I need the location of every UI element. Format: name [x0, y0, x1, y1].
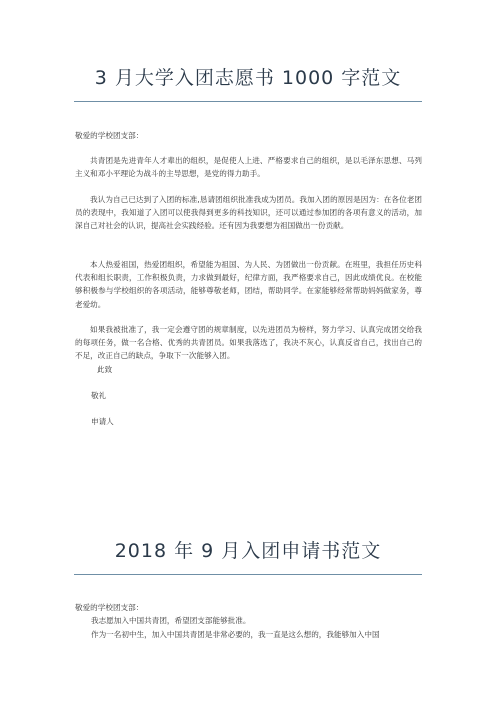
doc2-line-1: 我志愿加入中国共青团，希望团支部能够批准。	[91, 616, 251, 625]
doc1-paragraph-4: 如果我被批准了，我一定会遵守团的规章制度，以先进团员为榜样，努力学习、认真完成团交给我的每项任务，做一名合格、优秀的共青团员。如果我落选了，我决不灰心，认真反省自己，找出自己的不足，改正自己的缺点，争取下一次能够入团。	[75, 325, 422, 361]
doc1-signature: 申请人	[91, 417, 114, 426]
doc2-title: 2018 年 9 月入团申请书范文	[114, 540, 382, 562]
doc1-title-rule	[74, 101, 422, 102]
doc1-title: 3 月大学入团志愿书 1000 字范文	[94, 67, 402, 89]
doc1-paragraph-1: 共青团是先进青年人才辈出的组织，是促使人上进、严格要求自己的组织，是以毛泽东思想、马列主义和邓小平理论为战斗的主导思想，是党的得力助手。	[75, 156, 422, 179]
doc2-line-2: 作为一名初中生，加入中国共青团是非常必要的，我一直是这么想的，我能够加入中国	[91, 630, 380, 639]
doc1-regards: 敬礼	[91, 391, 107, 400]
doc1-paragraph-2: 我认为自己已达到了入团的标准,恳请团组织批准我成为团员。我加入团的原因是因为：在各位老团员的表现中，我知道了入团可以使我得到更多的科技知识，还可以通过参加团的各项有意义的活动，加深自己对社会的认识，提高社会实践经验。还有因为我要想为祖国做出一份贡献。	[75, 195, 422, 231]
doc1-closing: 此致	[97, 365, 113, 374]
doc1-salutation: 敬爱的学校团支部：	[75, 131, 144, 140]
doc1-paragraph-3: 本人热爱祖国，热爱团组织，希望能为祖国、为人民、为团做出一份贡献。在班里，我担任历史科代表和组长职责，工作积极负责，力求做到最好，纪律方面，我严格要求自己，因此成绩优良。在校能够积极参与学校组织的各项活动，能够尊敬老师，团结，帮助同学。在家能够经常帮助妈妈做家务，尊老爱幼。	[75, 260, 422, 309]
doc2-title-rule	[74, 574, 422, 575]
doc2-salutation: 敬爱的学校团支部：	[75, 603, 144, 612]
